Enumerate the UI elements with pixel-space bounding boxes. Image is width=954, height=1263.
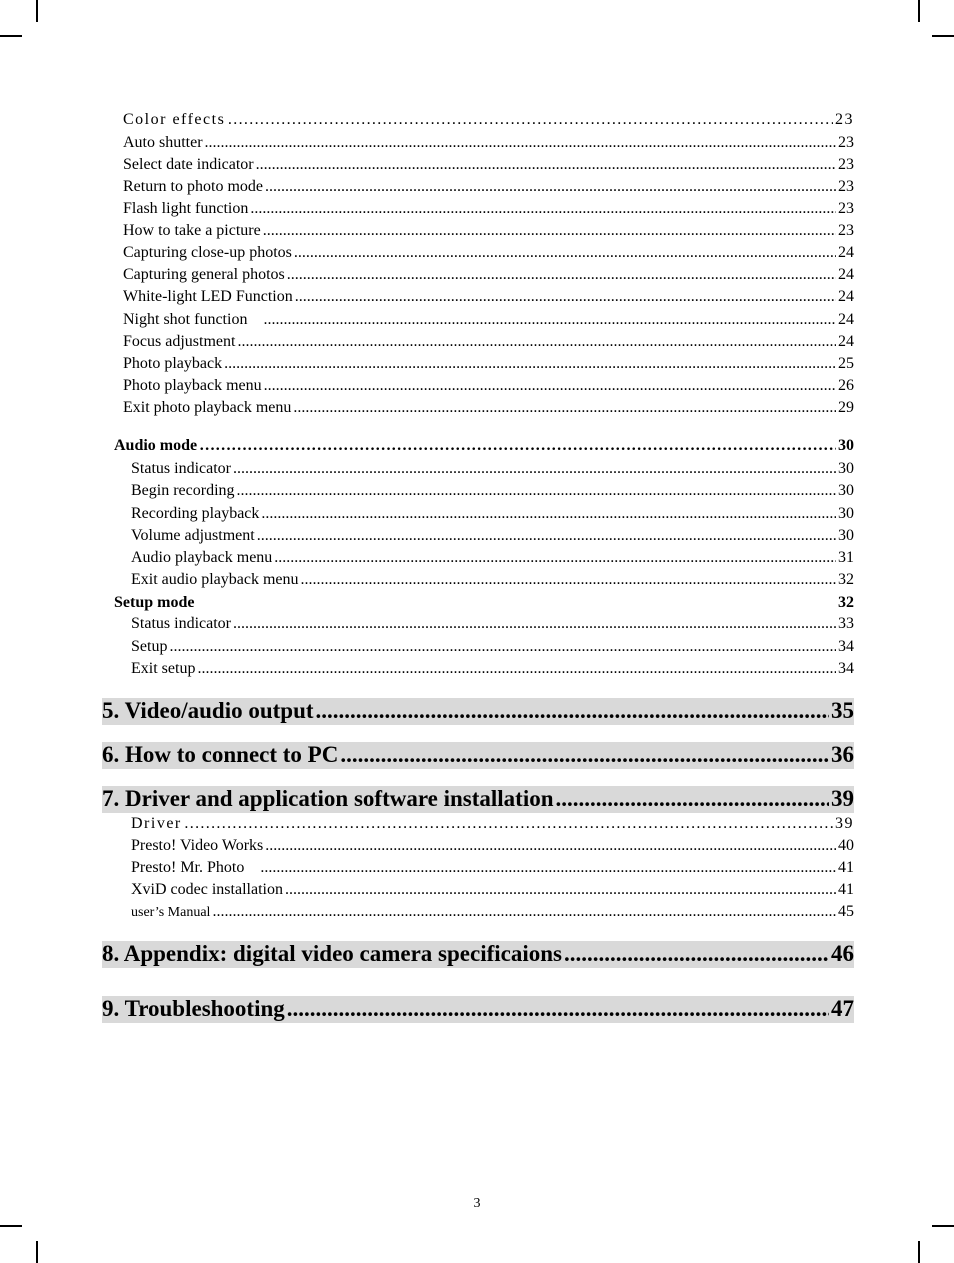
toc-chapter-8[interactable] [102, 941, 854, 968]
toc-entry-label: Photo playback menu [123, 377, 262, 394]
dot-leader [287, 996, 829, 1022]
toc-entry-page: 34 [838, 638, 854, 655]
toc-entry-page: 29 [838, 399, 854, 416]
toc-entry-page: 32 [838, 594, 854, 611]
dot-leader [264, 377, 836, 395]
toc-entry-page: 41 [838, 859, 854, 876]
toc-entry-page: 23 [838, 156, 854, 173]
toc-entry[interactable] [123, 377, 854, 397]
toc-entry[interactable] [131, 638, 854, 658]
toc-entry-page: 30 [838, 527, 854, 544]
toc-entry-label: 9. Troubleshooting [102, 996, 285, 1021]
dot-leader [212, 903, 836, 921]
toc-entry[interactable] [131, 571, 854, 591]
dot-leader [287, 266, 836, 284]
toc-entry-label: Color effects [123, 111, 226, 128]
toc-entry[interactable] [123, 355, 854, 375]
toc-entry-page: 36 [831, 742, 854, 767]
dot-leader [294, 244, 836, 262]
toc-entry[interactable] [123, 311, 854, 331]
toc-entry-label: Exit audio playback menu [131, 571, 299, 588]
toc-entry-page: 24 [838, 333, 854, 350]
dot-leader [233, 615, 836, 633]
dot-leader [256, 156, 836, 174]
toc-section-audio-mode[interactable] [114, 437, 854, 458]
crop-mark [918, 0, 920, 22]
toc-entry-page: 23 [838, 222, 854, 239]
toc-entry-label: 7. Driver and application software installation [102, 786, 554, 811]
crop-mark [0, 35, 22, 37]
toc-entry-page: 45 [838, 903, 854, 920]
toc-entry-page: 24 [838, 244, 854, 261]
toc-entry[interactable] [131, 505, 854, 525]
dot-leader [274, 549, 836, 567]
toc-entry[interactable] [131, 527, 854, 547]
toc-entry-label: Audio playback menu [131, 549, 273, 566]
toc-entry-label: Setup mode [114, 594, 195, 611]
toc-entry-page: 23 [838, 200, 854, 217]
dot-leader [199, 437, 836, 455]
toc-entry-page: 24 [838, 288, 854, 305]
toc-entry-label: Presto! Mr. Photo [131, 859, 245, 876]
toc-entry-label: Flash light function [123, 200, 249, 217]
toc-chapter-6[interactable] [102, 742, 854, 769]
dot-leader [260, 859, 836, 877]
dot-leader [263, 222, 836, 240]
toc-chapter-9[interactable] [102, 996, 854, 1023]
toc-entry-label: user’s Manual [131, 905, 211, 920]
toc-entry-label: Exit photo playback menu [123, 399, 292, 416]
toc-entry[interactable] [131, 615, 854, 635]
toc-entry[interactable] [123, 178, 854, 198]
toc-entry-page: 23 [838, 134, 854, 151]
toc-entry-label: Capturing close-up photos [123, 244, 292, 261]
toc-entry-page: 23 [835, 111, 854, 128]
toc-entry-page: 35 [831, 698, 854, 723]
dot-leader [227, 111, 833, 129]
toc-entry-page: 30 [838, 482, 854, 499]
toc-entry[interactable] [131, 881, 854, 901]
crop-mark [0, 1225, 22, 1227]
toc-entry-label: Driver [131, 815, 182, 832]
toc-entry-page: 31 [838, 549, 854, 566]
toc-entry-label: Setup [131, 638, 168, 655]
crop-mark [932, 35, 954, 37]
toc-entry[interactable] [131, 815, 854, 835]
dot-leader [265, 837, 836, 855]
toc-entry-page: 39 [831, 786, 854, 811]
toc-entry-label: Auto shutter [123, 134, 203, 151]
toc-entry[interactable] [131, 549, 854, 569]
toc-entry-page: 46 [831, 941, 854, 966]
toc-entry-label: Volume adjustment [131, 527, 255, 544]
toc-entry[interactable] [131, 837, 854, 857]
toc-entry-label: Night shot function [123, 311, 248, 328]
dot-leader [295, 288, 836, 306]
dot-leader [564, 941, 829, 967]
toc-entry[interactable] [123, 222, 854, 242]
dot-leader [237, 482, 836, 500]
toc-entry-page: 26 [838, 377, 854, 394]
toc-entry-page: 39 [835, 815, 854, 832]
toc-entry-page: 30 [838, 505, 854, 522]
toc-entry-label: 5. Video/audio output [102, 698, 314, 723]
toc-chapter-5[interactable] [102, 698, 854, 725]
toc-section-setup-mode[interactable] [114, 594, 854, 615]
toc-entry[interactable] [123, 111, 854, 131]
toc-chapter-7[interactable] [102, 786, 854, 813]
toc-entry[interactable] [123, 200, 854, 220]
dot-leader [293, 399, 836, 417]
dot-leader [169, 638, 836, 656]
toc-entry-label: Exit setup [131, 660, 196, 677]
toc-entry[interactable] [123, 266, 854, 286]
dot-leader [556, 786, 830, 812]
dot-leader [263, 311, 836, 329]
toc-entry[interactable] [131, 660, 854, 680]
toc-entry-label: Presto! Video Works [131, 837, 264, 854]
toc-entry-label: White-light LED Function [123, 288, 293, 305]
toc-entry-page: 47 [831, 996, 854, 1021]
toc-entry[interactable] [123, 288, 854, 308]
crop-mark [918, 1241, 920, 1263]
toc-entry[interactable] [123, 134, 854, 154]
toc-entry-page: 30 [838, 460, 854, 477]
crop-mark [932, 1225, 954, 1227]
toc-entry-label: Select date indicator [123, 156, 254, 173]
toc-entry-label: How to take a picture [123, 222, 261, 239]
dot-leader [257, 527, 836, 545]
toc-entry-label: XviD codec installation [131, 881, 283, 898]
toc-entry-label: Status indicator [131, 460, 231, 477]
dot-leader [265, 178, 836, 196]
crop-mark [36, 0, 38, 22]
dot-leader [261, 505, 836, 523]
crop-mark [36, 1241, 38, 1263]
toc-entry-label: Return to photo mode [123, 178, 263, 195]
toc-entry-label: Recording playback [131, 505, 260, 522]
dot-leader [316, 698, 829, 724]
dot-leader [233, 460, 836, 478]
toc-entry-page: 23 [838, 178, 854, 195]
toc-entry[interactable] [131, 859, 854, 879]
toc-entry[interactable] [123, 333, 854, 353]
toc-entry[interactable] [123, 399, 854, 419]
toc-entry[interactable] [123, 244, 854, 264]
toc-entry-page: 32 [838, 571, 854, 588]
dot-leader [205, 134, 836, 152]
toc-entry-page: 34 [838, 660, 854, 677]
toc-entry-page: 30 [838, 437, 854, 454]
dot-leader [224, 355, 836, 373]
toc-entry-label: 6. How to connect to PC [102, 742, 339, 767]
dot-leader [301, 571, 836, 589]
dot-leader [237, 333, 836, 351]
toc-entry-label: Capturing general photos [123, 266, 285, 283]
toc-entry[interactable] [131, 460, 854, 480]
toc-entry[interactable] [131, 903, 854, 923]
toc-entry-page: 24 [838, 311, 854, 328]
toc-entry-label: Status indicator [131, 615, 231, 632]
toc-entry-page: 25 [838, 355, 854, 372]
dot-leader [184, 815, 833, 833]
toc-entry-label: Audio mode [114, 437, 198, 454]
toc-entry-label: Focus adjustment [123, 333, 236, 350]
dot-leader [250, 200, 836, 218]
toc-entry-label: Begin recording [131, 482, 235, 499]
page-number: 3 [473, 1196, 481, 1211]
toc-entry[interactable] [131, 482, 854, 502]
toc-entry-page: 41 [838, 881, 854, 898]
toc-entry-page: 24 [838, 266, 854, 283]
dot-leader [285, 881, 836, 899]
toc-entry-label: 8. Appendix: digital video camera specificaions [102, 941, 562, 966]
toc-entry-page: 33 [838, 615, 854, 632]
toc-entry[interactable] [123, 156, 854, 176]
dot-leader [340, 742, 829, 768]
toc-entry-label: Photo playback [123, 355, 223, 372]
toc-entry-page: 40 [838, 837, 854, 854]
dot-leader [197, 660, 836, 678]
